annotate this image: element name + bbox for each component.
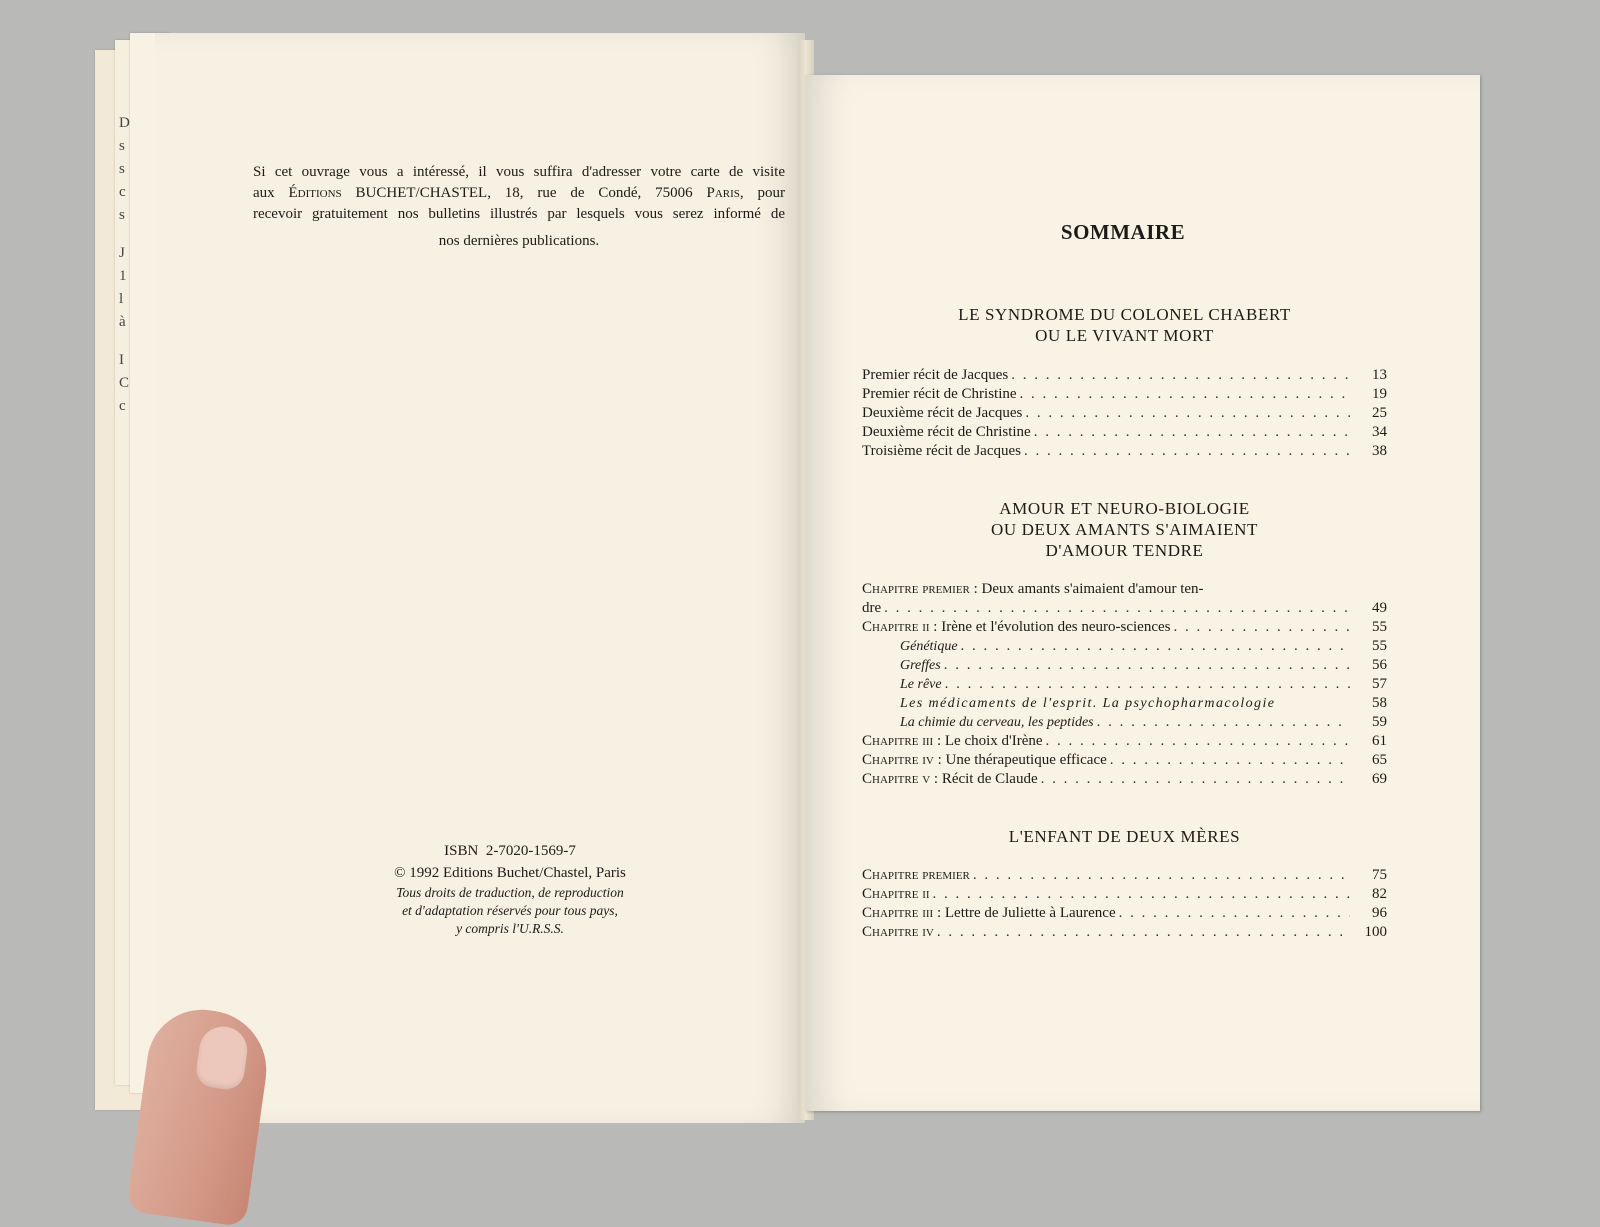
toc-entry[interactable] bbox=[862, 866, 1387, 885]
toc-entry[interactable] bbox=[862, 580, 1387, 599]
entry-title: Premier récit de Christine bbox=[862, 386, 1017, 402]
leader-dots bbox=[1097, 713, 1350, 732]
edge-letter: J bbox=[119, 245, 125, 261]
leader-dots bbox=[1025, 404, 1350, 423]
toc-section-1 bbox=[862, 366, 1387, 461]
section-title-line: D'AMOUR TENDRE bbox=[1045, 541, 1204, 560]
page-number: 75 bbox=[1372, 867, 1387, 883]
entry-label bbox=[862, 618, 1170, 637]
leader-dots bbox=[937, 923, 1350, 942]
section-title-line: AMOUR ET NEURO-BIOLOGIE bbox=[999, 499, 1250, 518]
section-title-line: LE SYNDROME DU COLONEL CHABERT bbox=[958, 305, 1291, 324]
entry-label bbox=[862, 675, 942, 694]
edge-letter: s bbox=[119, 161, 125, 177]
notice-text: BUCHET/CHASTEL, 18, rue de Condé, 75006 bbox=[341, 185, 707, 201]
entry-title: : Irène et l'évolution des neuro-sciences bbox=[929, 619, 1171, 635]
chapter-prefix: Chapitre premier bbox=[862, 867, 970, 883]
page-number: 69 bbox=[1372, 771, 1387, 787]
entry-label bbox=[862, 637, 958, 656]
chapter-title: dre bbox=[862, 600, 882, 616]
entry-label bbox=[862, 366, 1008, 385]
copyright: © 1992 Editions Buchet/Chastel, Paris bbox=[394, 865, 626, 881]
page-number: 59 bbox=[1372, 714, 1387, 730]
toc-entry[interactable] bbox=[862, 442, 1387, 461]
leader-dots bbox=[884, 599, 1350, 618]
entry-label bbox=[862, 656, 941, 675]
notice-text: Paris bbox=[706, 185, 740, 201]
page-number: 34 bbox=[1372, 424, 1387, 440]
entry-label bbox=[862, 885, 930, 904]
notice-text: aux bbox=[253, 185, 289, 201]
page-number: 82 bbox=[1372, 886, 1387, 902]
chapter-prefix: Chapitre iv bbox=[862, 924, 934, 940]
toc-entry[interactable] bbox=[862, 751, 1387, 770]
entry-label bbox=[862, 713, 1094, 732]
chapter-prefix: Chapitre ii bbox=[862, 886, 930, 902]
section-title-line: L'ENFANT DE DEUX MÈRES bbox=[1008, 827, 1241, 846]
rights-line: Tous droits de traduction, de reproduction bbox=[396, 885, 624, 900]
chapter-title: : Deux amants s'aimaient d'amour ten- bbox=[969, 581, 1204, 597]
toc-heading: SOMMAIRE bbox=[1060, 220, 1186, 244]
edge-letter: D bbox=[119, 115, 130, 131]
toc-entry[interactable] bbox=[862, 694, 1387, 713]
leader-dots bbox=[944, 656, 1350, 675]
chapter-prefix: Chapitre iii bbox=[862, 905, 934, 921]
page-number: 100 bbox=[1364, 924, 1387, 940]
page-number: 58 bbox=[1372, 695, 1387, 711]
toc-entry[interactable] bbox=[862, 385, 1387, 404]
page-number: 61 bbox=[1372, 733, 1387, 749]
edge-letter: 1 bbox=[119, 268, 127, 284]
section-title bbox=[862, 826, 1387, 847]
edge-letter: I bbox=[119, 352, 124, 368]
entry-label bbox=[862, 423, 1031, 442]
chapter-prefix: Chapitre premier bbox=[862, 581, 970, 597]
section-title bbox=[862, 304, 1387, 346]
page-number: 49 bbox=[1372, 600, 1387, 616]
toc-entry[interactable] bbox=[862, 404, 1387, 423]
leader-dots bbox=[1046, 732, 1350, 751]
entry-title: Deuxième récit de Christine bbox=[862, 424, 1031, 440]
edge-letter: c bbox=[119, 184, 126, 200]
entry-title: Génétique bbox=[900, 639, 958, 654]
entry-title: Les médicaments de l'esprit. La psychopharmacologie bbox=[900, 696, 1276, 711]
entry-title: : Le choix d'Irène bbox=[933, 733, 1043, 749]
page-number: 65 bbox=[1372, 752, 1387, 768]
leader-dots bbox=[973, 866, 1350, 885]
entry-title: : Lettre de Juliette à Laurence bbox=[933, 905, 1116, 921]
entry-title: : Une thérapeutique efficace bbox=[933, 752, 1107, 768]
page-number: 55 bbox=[1372, 619, 1387, 635]
toc-entry[interactable] bbox=[862, 713, 1387, 732]
toc-entry[interactable] bbox=[862, 732, 1387, 751]
imprint-block bbox=[360, 840, 660, 938]
section-title-line: OU DEUX AMANTS S'AIMAIENT bbox=[991, 520, 1258, 539]
chapter-prefix: Chapitre ii bbox=[862, 619, 930, 635]
page-number: 57 bbox=[1372, 676, 1387, 692]
edge-letter: à bbox=[119, 314, 126, 330]
entry-label bbox=[862, 385, 1017, 404]
toc-entry[interactable] bbox=[862, 675, 1387, 694]
page-number: 19 bbox=[1372, 386, 1387, 402]
edge-letter: c bbox=[119, 398, 126, 414]
edge-letter: l bbox=[119, 291, 124, 307]
toc-entry[interactable] bbox=[862, 885, 1387, 904]
entry-label bbox=[862, 404, 1022, 423]
chapter-prefix: Chapitre iii bbox=[862, 733, 934, 749]
thumbnail bbox=[194, 1023, 250, 1091]
isbn: ISBN 2-7020-1569-7 bbox=[444, 843, 576, 859]
leader-dots bbox=[1173, 618, 1350, 637]
rights-line: y compris l'U.R.S.S. bbox=[456, 921, 564, 936]
leader-dots bbox=[1034, 423, 1350, 442]
chapter-prefix: Chapitre v bbox=[862, 771, 931, 787]
section-title-line: OU LE VIVANT MORT bbox=[1035, 326, 1214, 345]
toc-entry-continuation[interactable] bbox=[862, 599, 1387, 618]
edge-letter: s bbox=[119, 138, 125, 154]
publisher-notice bbox=[253, 162, 785, 252]
toc-section-2 bbox=[862, 580, 1387, 789]
toc-entry[interactable] bbox=[862, 366, 1387, 385]
entry-label bbox=[862, 442, 1021, 461]
toc-entry[interactable] bbox=[862, 423, 1387, 442]
leader-dots bbox=[933, 885, 1350, 904]
toc-entry[interactable] bbox=[862, 770, 1387, 789]
page-number: 56 bbox=[1372, 657, 1387, 673]
entry-title: Le rêve bbox=[900, 677, 942, 692]
entry-label bbox=[862, 732, 1043, 751]
leader-dots bbox=[945, 675, 1350, 694]
entry-title: Greffes bbox=[900, 658, 941, 673]
notice-line: Si cet ouvrage vous a intéressé, il vous suffira d'adresser votre carte de visite bbox=[253, 164, 785, 180]
leader-dots bbox=[1119, 904, 1350, 923]
leader-dots bbox=[1020, 385, 1350, 404]
page-number: 38 bbox=[1372, 443, 1387, 459]
leader-dots bbox=[1110, 751, 1350, 770]
page-number: 25 bbox=[1372, 405, 1387, 421]
toc-entry[interactable] bbox=[862, 637, 1387, 656]
notice-line bbox=[253, 183, 785, 204]
page-number: 55 bbox=[1372, 638, 1387, 654]
page-number: 96 bbox=[1372, 905, 1387, 921]
entry-title: : Récit de Claude bbox=[930, 771, 1038, 787]
section-title bbox=[862, 498, 1387, 561]
notice-text: Éditions bbox=[288, 185, 342, 201]
edge-letter: C bbox=[119, 375, 130, 391]
entry-label bbox=[862, 923, 934, 942]
entry-title: Premier récit de Jacques bbox=[862, 367, 1009, 383]
toc-entry[interactable] bbox=[862, 923, 1387, 942]
toc-section-3 bbox=[862, 866, 1387, 942]
leader-dots bbox=[1041, 770, 1350, 789]
notice-text: , pour bbox=[739, 185, 785, 201]
rights-line: et d'adaptation réservés pour tous pays, bbox=[402, 903, 618, 918]
entry-label bbox=[862, 904, 1116, 923]
edge-letter: s bbox=[119, 207, 125, 223]
leader-dots bbox=[1024, 442, 1350, 461]
notice-line: recevoir gratuitement nos bulletins illustrés par lesquels vous serez informé de bbox=[253, 206, 785, 222]
entry-title: Deuxième récit de Jacques bbox=[862, 405, 1023, 421]
entry-label bbox=[862, 751, 1107, 770]
toc-entry[interactable] bbox=[862, 656, 1387, 675]
leader-dots bbox=[961, 637, 1350, 656]
toc-entry[interactable] bbox=[862, 904, 1387, 923]
entry-title: Troisième récit de Jacques bbox=[862, 443, 1021, 459]
entry-label bbox=[862, 694, 1275, 713]
entry-title: La chimie du cerveau, les peptides bbox=[900, 715, 1094, 730]
notice-line: nos dernières publications. bbox=[438, 233, 600, 249]
leader-dots bbox=[1011, 366, 1350, 385]
entry-label bbox=[862, 770, 1038, 789]
entry-label bbox=[862, 866, 970, 885]
page-number: 13 bbox=[1372, 367, 1387, 383]
chapter-prefix: Chapitre iv bbox=[862, 752, 934, 768]
toc-entry[interactable] bbox=[862, 618, 1387, 637]
